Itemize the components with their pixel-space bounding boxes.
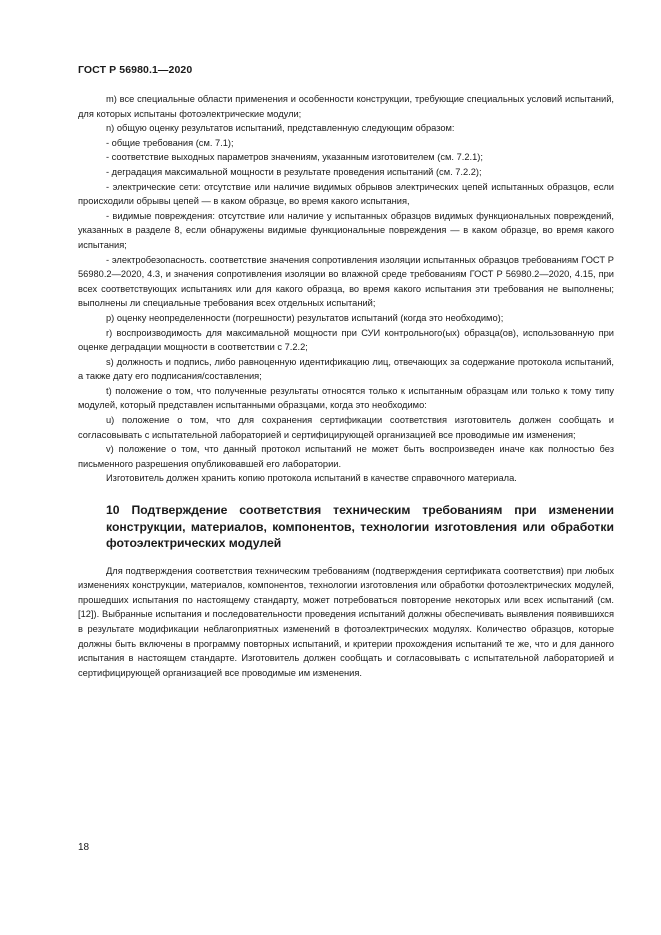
list-item-visible-damage: - видимые повреждения: отсутствие или наличие у испытанных образцов видимых функциональных повреждений, указанных в разделе 8, если обнаружены видимые функциональные повреждения — в каком образце, во время какого испытания;	[78, 210, 614, 250]
spacer	[78, 552, 614, 564]
paragraph-manufacturer-copy: Изготовитель должен хранить копию протокола испытаний в качестве справочного материала.	[106, 473, 517, 484]
spacer	[78, 486, 614, 502]
list-item-output: - соответствие выходных параметров значениям, указанным изготовителем (см. 7.2.1);	[106, 152, 483, 163]
document-body	[78, 92, 614, 680]
paragraph-n: n) общую оценку результатов испытаний, представленную следующим образом:	[106, 123, 455, 134]
paragraph-s: s) должность и подпись, либо равноценную идентификацию лиц, отвечающих за содержание протокола испытаний, а также дату его подписания/составления;	[78, 356, 614, 382]
section-10-title: 10 Подтверждение соответствия техническим требованиям при изменении конструкции, материалов, компонентов, технологии изготовления или обработки фотоэлектрических модулей	[106, 503, 614, 551]
list-item-electrical-safety: - электробезопасность. соответствие значения сопротивления изоляции испытанных образцов требованиям ГОСТ Р 56980.2—2020, 4.3, и значения сопротивления изоляции во влажной среде требованиям ГОСТ Р 56980.2—2020, 4.15, при всех соответствующих испытаниях или для какого образца, во время какого испытания эти требования не выполнены; выполнены ли специальные требования всех отдельных испытаний;	[78, 254, 614, 309]
page-number: 18	[78, 842, 90, 853]
list-item-degradation: - деградация максимальной мощности в результате проведения испытаний (см. 7.2.2);	[106, 166, 482, 177]
paragraph-r: r) воспроизводимость для максимальной мощности при СУИ контрольного(ых) образца(ов), использованную при оценке деградации мощности в соответствии с 7.2.2;	[78, 327, 614, 353]
list-item-electric-circuits: - электрические сети: отсутствие или наличие видимых обрывов электрических цепей испытанных образцов, если происходили обрывы цепей — в каком образце, во время какого испытания,	[78, 181, 614, 207]
paragraph-v: v) положение о том, что данный протокол испытаний не может быть воспроизведен иначе как полностью без письменного разрешения опубликовавшей его лаборатории.	[78, 444, 614, 469]
paragraph-m: m) все специальные области применения и особенности конструкции, требующие специальных условий испытаний, для которых испытаны фотоэлектрические модули;	[78, 94, 614, 119]
paragraph-t: t) положение о том, что полученные результаты относятся только к испытанным образцам или только к тому типу модулей, который представлен испытанными образцами, когда это необходимо:	[78, 385, 614, 411]
standard-header: ГОСТ Р 56980.1—2020	[78, 64, 193, 76]
section-10-body: Для подтверждения соответствия техническим требованиям (подтверждения сертификата соответствия) при любых изменениях конструкции, материалов, компонентов, технологии изготовления или обработки фотоэлектрических модулей, прошедших испытания по настоящему стандарту, может потребоваться повторение некоторых или всех испытаний (см. [12]). Выбранные испытания и последовательности проведения испытаний должны обеспечивать выявления появившихся в результате модификации неблагоприятных изменений в фотоэлектрических модулях. Количество образцов, которые должны быть включены в программу повторных испытаний, и критерии прохождения испытаний те же, что и для данного испытания в настоящем стандарте. Изготовитель должен сообщать и согласовывать с испытательной лабораторией и сертифицирующей организацией все проводимые им изменения.	[78, 565, 614, 678]
paragraph-p: p) оценку неопределенности (погрешности) результатов испытаний (когда это необходимо);	[106, 312, 504, 323]
list-item-general: - общие требования (см. 7.1);	[106, 137, 234, 148]
paragraph-u: u) положение о том, что для сохранения сертификации соответствия изготовитель должен сообщать и согласовывать с испытательной лабораторией и сертифицирующей организацией все проводимые им изменения;	[78, 415, 614, 440]
